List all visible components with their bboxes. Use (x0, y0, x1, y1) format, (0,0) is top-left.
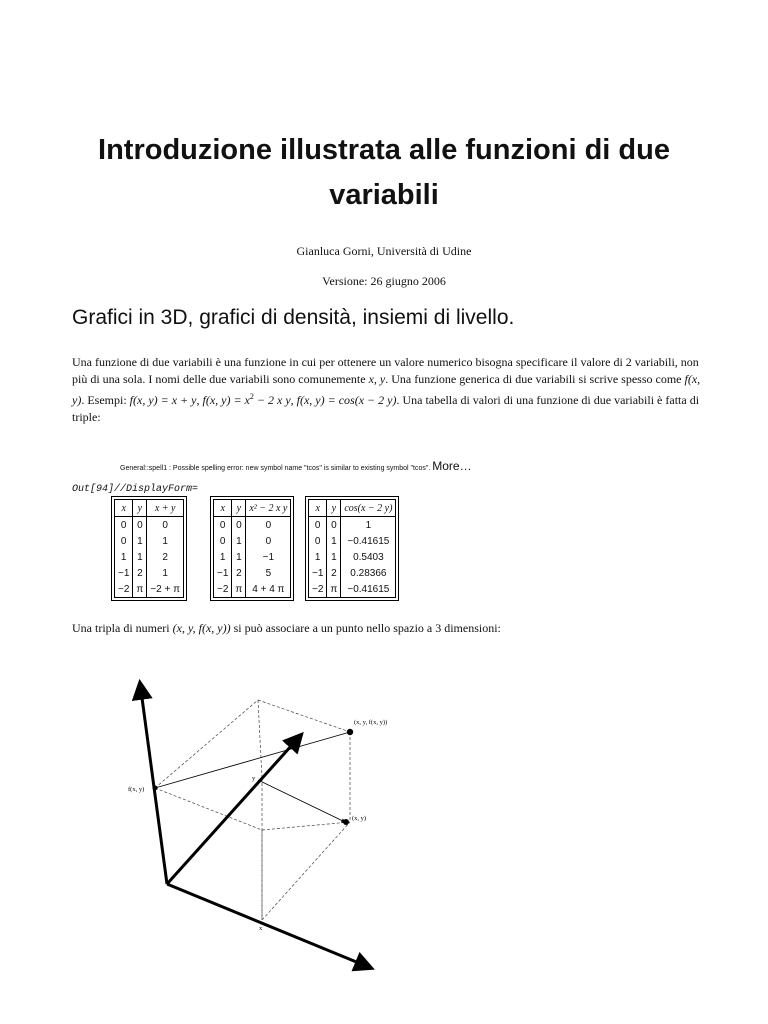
table-cell: 2 (327, 565, 341, 581)
output-label: Out[94]//DisplayForm= (72, 484, 199, 495)
table-cell: 1 (232, 549, 246, 565)
table-header-row (214, 500, 291, 517)
table-cell: 1 (314, 551, 321, 563)
value-table-sum (114, 499, 184, 598)
table-cell: 0 (327, 517, 341, 534)
point-xy-dot (343, 819, 349, 825)
table-cell: 1 (327, 549, 341, 565)
table-row (309, 549, 396, 565)
table-row (115, 581, 184, 598)
table-row (214, 565, 291, 581)
table-cell: 0 (246, 517, 291, 534)
table-cell: 1 (232, 533, 246, 549)
table-cell: 0.5403 (341, 549, 396, 565)
label-y: y (252, 775, 256, 782)
table-header-cell: y (133, 500, 147, 517)
table-cell: 1 (219, 551, 226, 563)
xy-projection-arrow (258, 780, 345, 822)
version-line: Versione: 26 giugno 2006 (322, 274, 446, 288)
table-cell: −2 (312, 583, 324, 595)
table-cell: π (327, 581, 341, 598)
value-table-cosine (308, 499, 396, 598)
table-cell: 1 (120, 551, 127, 563)
spelling-warning (120, 459, 472, 473)
table-cell: 0 (219, 519, 226, 531)
table-row (115, 549, 184, 565)
table-cell: −1 (312, 567, 324, 579)
table-cell: −1 (217, 567, 229, 579)
x-axis-arrow (167, 884, 371, 968)
table-cell: 1 (133, 533, 147, 549)
y-axis-arrow (167, 735, 301, 884)
table-header-cell: x (214, 500, 232, 517)
table-header-cell: cos(x − 2 y) (341, 500, 396, 517)
table-row (214, 517, 291, 534)
point-3d-dot (347, 729, 353, 735)
table-cell: 0 (219, 535, 226, 547)
point-in-3d-diagram (118, 668, 418, 978)
table-cell: −1 (118, 567, 130, 579)
table-header-cell: y (232, 500, 246, 517)
table-row (214, 533, 291, 549)
table-cell: 0 (314, 519, 321, 531)
table-header-cell: x (309, 500, 327, 517)
intro-paragraph: Una funzione di due variabili è una funzione in cui per ottenere un valore numerico bisogna specificare il valore di 2 variabili, non più di una sola. I nomi delle due variabili sono comunemente x, y. Una funzione generica di due variabili si scrive spesso come f(x, y). Esempi: f(x, y) = x + y, f(x, $y) = x^2 - 2$ x y, f(x, y) = cos(x − 2 y). Una tabella di valori di una funzione di due variabili è fatta di triple: (72, 355, 701, 424)
table-row (309, 581, 396, 598)
author-line: Gianluca Gorni, Università di Udine (296, 244, 472, 258)
table-cell: 1 (133, 549, 147, 565)
z-axis-arrow (140, 683, 167, 884)
table-row (214, 549, 291, 565)
table-cell: 1 (341, 517, 396, 534)
table-cell: 1 (147, 533, 184, 549)
table-cell: 0 (232, 517, 246, 534)
fxy-dot (153, 786, 158, 791)
table-cell: 2 (232, 565, 246, 581)
table-cell: −2 (118, 583, 130, 595)
table-row (309, 533, 396, 549)
table-cell: 0 (246, 533, 291, 549)
table-cell: 5 (246, 565, 291, 581)
table-header-cell: x² − 2 x y (246, 500, 291, 517)
table-header-cell: x + y (147, 500, 184, 517)
more-link[interactable]: More… (432, 459, 472, 473)
table-cell: 0 (147, 517, 184, 534)
table-cell: −0.41615 (341, 533, 396, 549)
table-header-row (309, 500, 396, 517)
table-cell: π (232, 581, 246, 598)
table-row (115, 533, 184, 549)
table-cell: −2 + π (147, 581, 184, 598)
table-header-row (115, 500, 184, 517)
table-cell: 0 (133, 517, 147, 534)
table-row (309, 517, 396, 534)
value-table-quadratic (213, 499, 291, 598)
table-row (115, 565, 184, 581)
section-title: Grafici in 3D, grafici di densità, insiemi di livello. (72, 306, 515, 329)
table-cell: 1 (147, 565, 184, 581)
table-row (115, 517, 184, 534)
label-point-3d: (x, y, f(x, y)) (354, 719, 388, 726)
table-header-cell: y (327, 500, 341, 517)
table-cell: 0 (120, 535, 127, 547)
table-row (309, 565, 396, 581)
table-header-cell: x (115, 500, 133, 517)
table-cell: −0.41615 (341, 581, 396, 598)
table-cell: 0 (314, 535, 321, 547)
table-row (214, 581, 291, 598)
table-cell: π (133, 581, 147, 598)
table-cell: −1 (246, 549, 291, 565)
label-fxy: f(x, y) (128, 786, 145, 793)
table-cell: −2 (217, 583, 229, 595)
triple-paragraph: Una tripla di numeri (x, y, f(x, y)) si può associare a un punto nello spazio a 3 dimensioni: (72, 621, 501, 635)
table-cell: 4 + 4 π (246, 581, 291, 598)
label-point-xy: (x, y) (352, 815, 367, 822)
table-cell: 1 (327, 533, 341, 549)
table-cell: 2 (147, 549, 184, 565)
warning-text: General::spell1 : Possible spelling error: new symbol name "tcos" is similar to existing symbol "tcos". (120, 465, 431, 472)
label-x: x (259, 925, 263, 932)
table-cell: 0 (120, 519, 127, 531)
document-title: Introduzione illustrata alle funzioni di due variabili (98, 134, 670, 211)
table-cell: 2 (133, 565, 147, 581)
table-cell: 0.28366 (341, 565, 396, 581)
